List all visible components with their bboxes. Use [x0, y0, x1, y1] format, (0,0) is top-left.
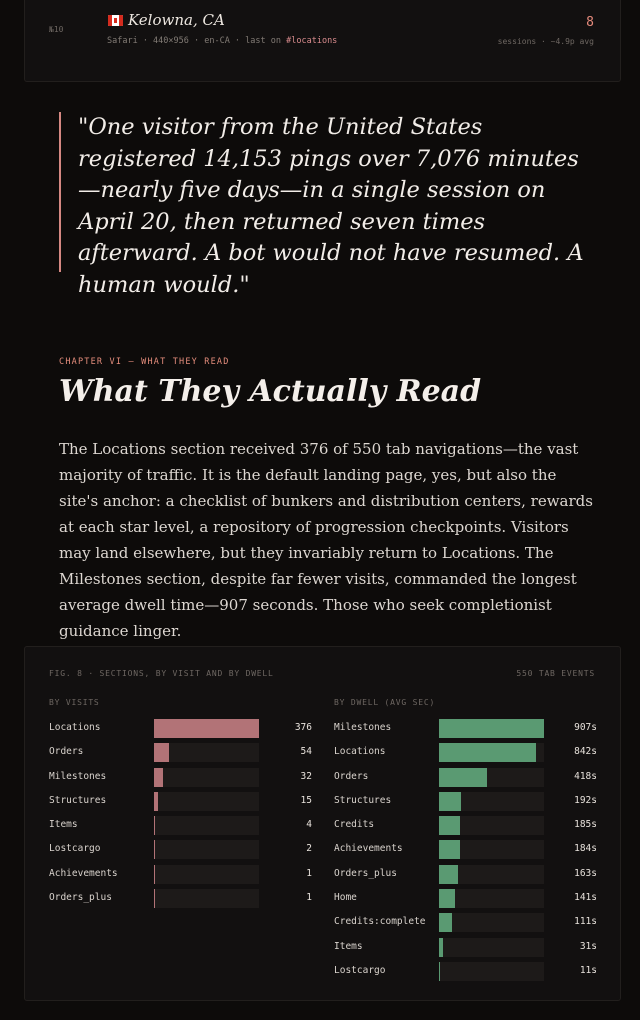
visits-panel — [49, 717, 312, 911]
dwell-category-label: Lostcargo — [334, 964, 386, 976]
visits-bar — [154, 865, 155, 884]
dwell-bar-track — [439, 719, 544, 738]
dwell-row — [334, 960, 597, 984]
visits-bar-track — [154, 816, 259, 835]
dwell-value-label: 163s — [574, 867, 597, 879]
dwell-bar-track — [439, 889, 544, 908]
visits-row — [49, 814, 312, 838]
pull-quote-text: "One visitor from the United States registered 14,153 pings over 7,076 minutes—nearly five days—in a single session on April 20, then returned seven times afterward. A bot would not have resumed. A human would." — [78, 114, 584, 298]
dwell-bar — [439, 719, 544, 738]
dwell-bar — [439, 962, 440, 981]
visits-category-label: Milestones — [49, 770, 107, 782]
dwell-bar — [439, 913, 452, 932]
canada-flag-icon — [108, 15, 123, 26]
visits-value-label: 32 — [300, 770, 312, 782]
dwell-bar — [439, 743, 536, 762]
dwell-category-label: Credits:complete — [334, 916, 426, 928]
visitor-city: Kelowna, CA — [128, 11, 225, 29]
dwell-row — [334, 717, 597, 741]
visits-category-label: Locations — [49, 722, 101, 733]
dwell-bar-track — [439, 938, 544, 957]
dwell-bar — [439, 840, 460, 859]
visits-value-label: 15 — [300, 794, 312, 806]
visits-value-label: 1 — [306, 892, 312, 904]
visits-category-label: Orders_plus — [49, 892, 112, 904]
dwell-category-label: Locations — [334, 746, 386, 758]
visits-value-label: 54 — [300, 746, 312, 758]
dwell-bar — [439, 768, 487, 787]
visitor-card[interactable] — [24, 0, 621, 82]
dwell-category-label: Items — [334, 940, 363, 952]
dwell-row — [334, 887, 597, 911]
dwell-value-label: 907s — [574, 722, 597, 733]
dwell-bar — [439, 889, 455, 908]
chapter-body: The Locations section received 376 of 550 tab navigations—the vast majority of traffic. It is the default landing page, yes, but also the site's anchor: a checklist of bunkers and distribution centers, rewards at each star level, a repository of progression checkpoints. Visitors may land elsewhere, but they invariably return to Locations. The Milestones section, despite far fewer visits, commanded the longest average dwell time—907 seconds. Those who seek completionist guidance linger. — [59, 440, 593, 640]
visits-bar — [154, 768, 163, 787]
dwell-bar-track — [439, 792, 544, 811]
visits-row — [49, 741, 312, 765]
dwell-row — [334, 863, 597, 887]
dwell-value-label: 141s — [574, 892, 597, 904]
visits-bar-track — [154, 840, 259, 859]
dwell-row — [334, 936, 597, 960]
dwell-value-label: 31s — [579, 940, 597, 952]
visits-bar-track — [154, 743, 259, 762]
dwell-bar-track — [439, 865, 544, 884]
visits-bar — [154, 743, 169, 762]
visits-category-label: Structures — [49, 794, 107, 806]
visits-bar-track — [154, 889, 259, 908]
visits-row — [49, 717, 312, 741]
visitor-meta-prefix: Safari · 440×956 · en-CA · last on — [107, 36, 287, 46]
visits-bar-track — [154, 768, 259, 787]
dwell-row — [334, 790, 597, 814]
dwell-category-label: Orders_plus — [334, 867, 397, 879]
visitor-meta — [107, 36, 337, 46]
visits-bar — [154, 816, 155, 835]
dwell-value-label: 111s — [574, 916, 597, 928]
visits-row — [49, 790, 312, 814]
visitor-last-location: #locations — [286, 36, 338, 46]
dwell-row — [334, 911, 597, 935]
dwell-bar-track — [439, 962, 544, 981]
visits-category-label: Achievements — [49, 867, 118, 879]
dwell-category-label: Credits — [334, 819, 375, 831]
figure-title: FIG. 8 · SECTIONS, BY VISIT AND BY DWELL — [49, 669, 274, 678]
visits-category-label: Items — [49, 819, 78, 831]
dwell-row — [334, 741, 597, 765]
dwell-bar-track — [439, 840, 544, 859]
chapter-label: CHAPTER VI — WHAT THEY READ — [59, 357, 230, 367]
visits-value-label: 376 — [294, 722, 312, 733]
visits-category-label: Lostcargo — [49, 843, 101, 855]
dwell-value-label: 185s — [574, 819, 597, 831]
dwell-bar-track — [439, 913, 544, 932]
dwell-panel-heading: BY DWELL (AVG SEC) — [334, 698, 436, 707]
dwell-row — [334, 838, 597, 862]
visits-bar-track — [154, 792, 259, 811]
dwell-category-label: Structures — [334, 794, 392, 806]
dwell-bar-track — [439, 743, 544, 762]
dwell-bar-track — [439, 768, 544, 787]
visits-bar — [154, 840, 155, 859]
dwell-panel — [334, 717, 597, 984]
dwell-bar — [439, 865, 458, 884]
figure-total-events: 550 TAB EVENTS — [516, 669, 595, 678]
dwell-value-label: 184s — [574, 843, 597, 855]
dwell-bar — [439, 816, 460, 835]
visits-value-label: 2 — [306, 843, 312, 855]
visits-value-label: 4 — [306, 819, 312, 831]
chapter-title: What They Actually Read — [59, 374, 482, 409]
dwell-category-label: Home — [334, 892, 357, 904]
figure-sections-chart — [24, 646, 621, 1001]
visits-bar-track — [154, 865, 259, 884]
visitor-sessions-sub: sessions · ~4.9p avg — [497, 37, 594, 46]
dwell-row — [334, 814, 597, 838]
visits-value-label: 1 — [306, 867, 312, 879]
dwell-row — [334, 766, 597, 790]
visits-bar — [154, 719, 259, 738]
visits-row — [49, 766, 312, 790]
dwell-value-label: 842s — [574, 746, 597, 758]
dwell-category-label: Achievements — [334, 843, 403, 855]
visitor-rank: №10 — [49, 25, 64, 34]
visitor-sessions-count: 8 — [586, 15, 594, 30]
dwell-bar-track — [439, 816, 544, 835]
dwell-value-label: 418s — [574, 770, 597, 782]
visits-bar — [154, 792, 158, 811]
dwell-bar — [439, 938, 443, 957]
visits-row — [49, 838, 312, 862]
dwell-bar — [439, 792, 461, 811]
visits-row — [49, 863, 312, 887]
dwell-value-label: 192s — [574, 794, 597, 806]
visits-panel-heading: BY VISITS — [49, 698, 100, 707]
dwell-category-label: Orders — [334, 770, 369, 782]
pull-quote — [59, 112, 599, 298]
dwell-value-label: 11s — [579, 964, 597, 976]
visits-row — [49, 887, 312, 911]
visits-bar — [154, 889, 155, 908]
visits-bar-track — [154, 719, 259, 738]
dwell-category-label: Milestones — [334, 722, 392, 733]
visits-category-label: Orders — [49, 746, 84, 758]
